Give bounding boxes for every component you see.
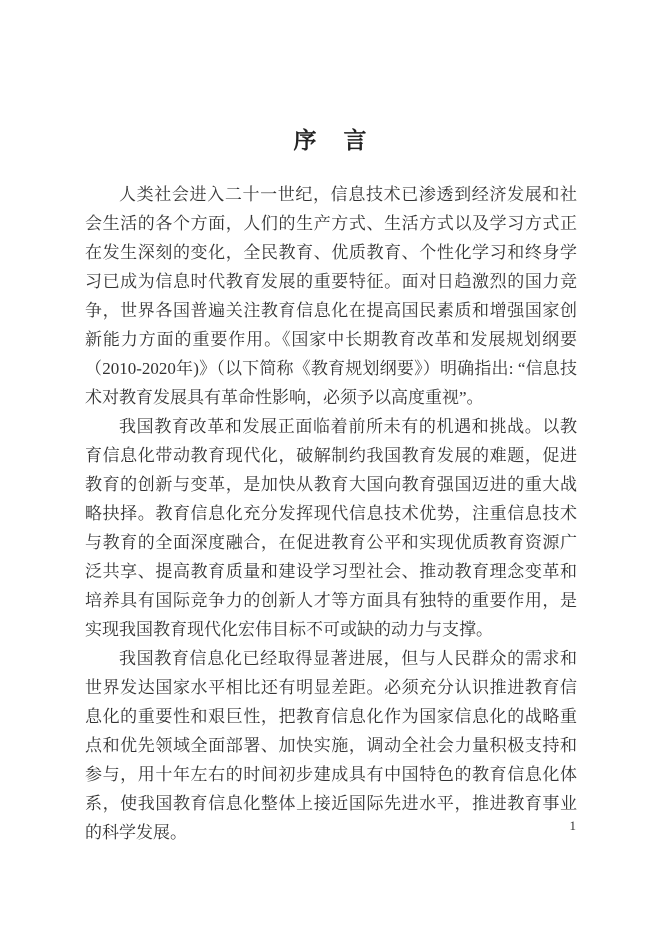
paragraph-2: 我国教育改革和发展正面临着前所未有的机遇和挑战。以教育信息化带动教育现代化，破解制约我国教育发展的难题，促进教育的创新与变革，是加快从教育大国向教育强国迈进的重大战略抉择。教育信息化充分发挥现代信息技术优势，注重信息技术与教育的全面深度融合，在促进教育公平和实现优质教育资源广泛共享、提高教育质量和建设学习型社会、推动教育理念变革和培养具有国际竞争力的创新人才等方面具有独特的重要作用，是实现我国教育现代化宏伟目标不可或缺的动力与支撑。 [85,417,577,639]
preface-title: 序 言 [293,128,369,153]
paragraph-3: 我国教育信息化已经取得显著进展，但与人民群众的需求和世界发达国家水平相比还有明显差距。必须充分认识推进教育信息化的重要性和艰巨性，把教育信息化作为国家信息化的战略重点和优先领域全面部署、加快实施，调动全社会力量积极支持和参与，用十年左右的时间初步建成具有中国特色的教育信息化体系，使我国教育信息化整体上接近国际先进水平，推进教育事业的科学发展。 [85,649,577,842]
document-body [85,180,577,847]
paragraph-1: 人类社会进入二十一世纪，信息技术已渗透到经济发展和社会生活的各个方面，人们的生产方式、生活方式以及学习方式正在发生深刻的变化，全民教育、优质教育、个性化学习和终身学习已成为信息时代教育发展的重要特征。面对日趋激烈的国力竞争，世界各国普遍关注教育信息化在提高国民素质和增强国家创新能力方面的重要作用。《国家中长期教育改革和发展规划纲要（2010-2020年)》（以下简称《教育规划纲要》）明确指出: “信息技术对教育发展具有革命性影响，必须予以高度重视”。 [85,185,577,407]
page-number: 1 [569,818,576,833]
